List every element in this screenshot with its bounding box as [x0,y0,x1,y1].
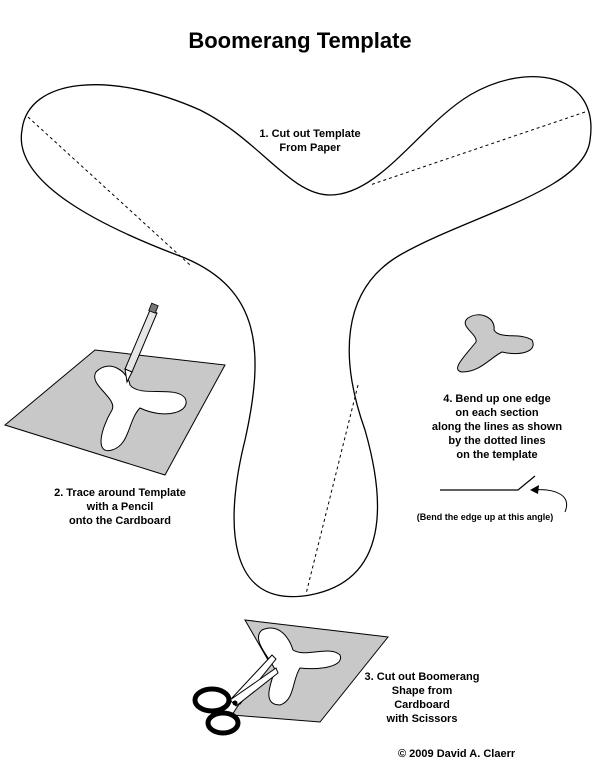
fold-line-right [370,112,585,185]
fold-line-bottom [306,385,358,594]
step4-line5: on the template [456,449,538,461]
step1-line1: 1. Cut out Template [259,128,361,140]
step2-line1: 2. Trace around Template [54,487,186,499]
copyright-notice: © 2009 David A. Claerr [398,748,516,760]
step2-line2: with a Pencil [86,501,154,513]
bend-angle-note: (Bend the edge up at this angle) [416,512,554,522]
step3-instruction [352,670,492,726]
step4-line1: 4. Bend up one edge [443,393,551,405]
step4-line3: along the lines as shown [431,421,563,433]
step3-line1: 3. Cut out Boomerang [364,671,480,683]
bent-boomerang-icon [458,315,534,372]
fold-line-left [28,117,190,265]
step4-line2: on each section [455,407,539,419]
step1-line2: From Paper [279,142,341,154]
step3-line3: Cardboard [394,699,450,711]
bend-angle-arrow-icon [440,476,567,512]
step3-line4: with Scissors [386,713,458,725]
step1-instruction [225,127,395,155]
step3-line2: Shape from [391,685,453,697]
step2-instruction [20,486,220,528]
step2-line3: onto the Cardboard [68,515,172,527]
step4-instruction [412,392,582,462]
page-title: Boomerang Template [188,28,412,53]
step4-line4: by the dotted lines [448,435,546,447]
